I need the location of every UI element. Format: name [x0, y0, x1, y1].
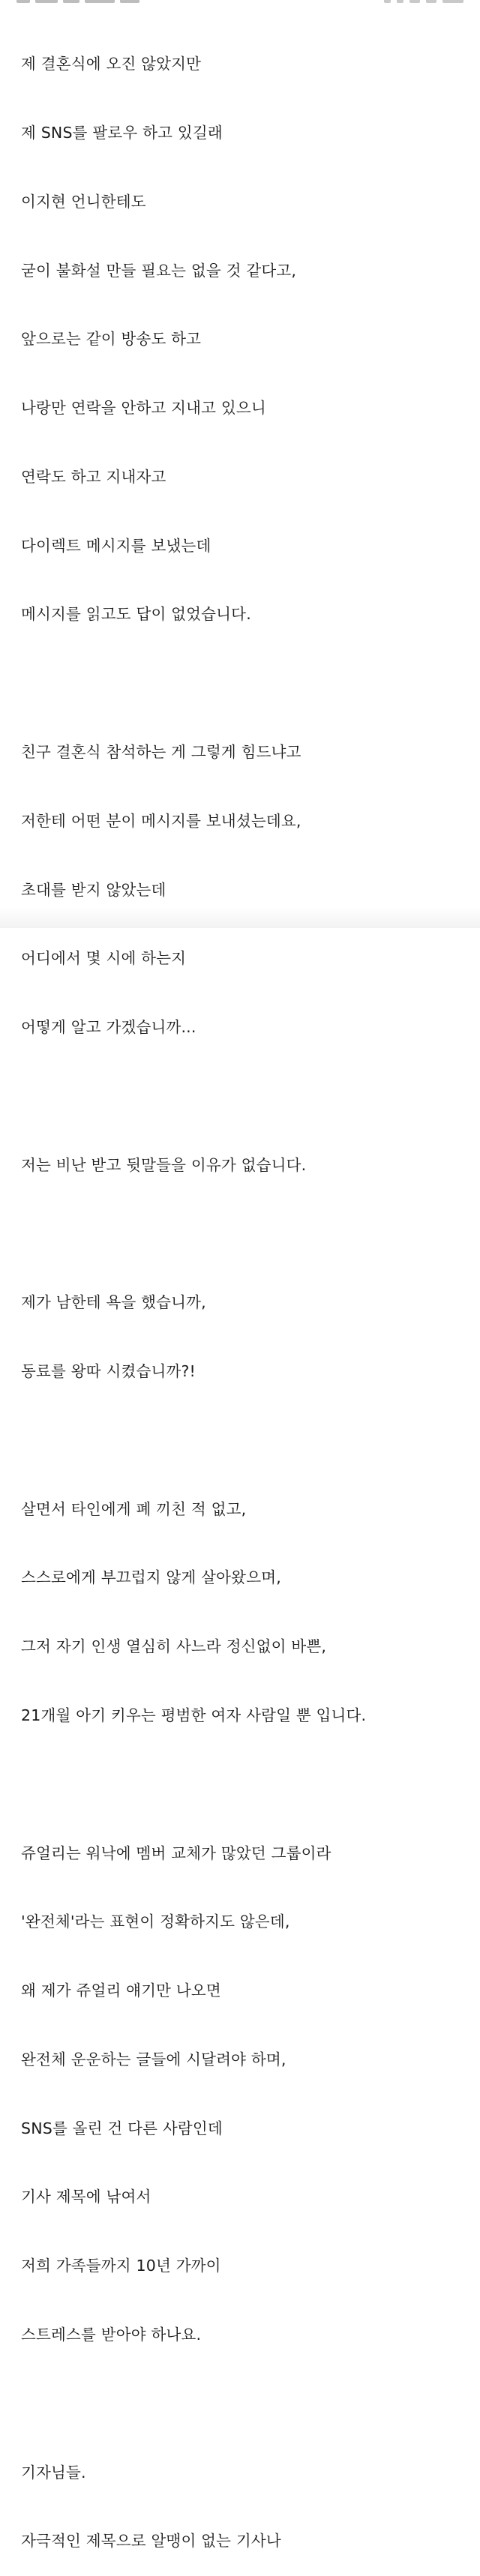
blank-line	[21, 1429, 471, 1452]
post-line: SNS를 올린 건 다른 사람인데	[21, 2119, 223, 2137]
post-line: 초대를 받지 않았는데	[21, 880, 166, 899]
post-line: 연락도 하고 지내자고	[21, 467, 166, 486]
post-line: 친구 결혼식 참석하는 게 그렇게 힘드냐고	[21, 743, 302, 761]
blank-line	[21, 2392, 471, 2416]
signal-icon	[426, 0, 436, 3]
sync-icon	[384, 0, 391, 3]
status-bar-right	[384, 0, 464, 3]
post-line: 앞으로는 같이 방송도 하고	[21, 330, 202, 349]
blank-line	[21, 1085, 471, 1108]
post-line: '완전체'라는 표현이 정확하지도 않은데,	[21, 1913, 290, 1931]
post-line: 어디에서 몇 시에 하는지	[21, 949, 187, 968]
post-line: 굳이 불화설 만들 필요는 없을 것 같다고,	[21, 261, 297, 280]
post-line: 자극적인 제목으로 알맹이 없는 기사나	[21, 2532, 281, 2551]
post-line: 다이렉트 메시지를 보냈는데	[21, 536, 212, 555]
bottom-fade	[0, 907, 480, 928]
post-line: 그저 자기 인생 열심히 사느라 정신없이 바쁜,	[21, 1637, 327, 1656]
post-line: 스트레스를 받아야 하나요.	[21, 2325, 202, 2344]
post-line: 스스로에게 부끄럽지 않게 살아왔으며,	[21, 1568, 281, 1587]
alarm-icon	[397, 0, 404, 3]
post-line: 왜 제가 쥬얼리 얘기만 나오면	[21, 1981, 221, 2000]
post-line: 쥬얼리는 워낙에 멤버 교체가 많았던 그룹이라	[21, 1844, 332, 1862]
post-line: 저희 가족들까지 10년 가까이	[21, 2257, 221, 2275]
post-line: 동료를 왕따 시켰습니까?!	[21, 1362, 196, 1381]
post-line: 저는 비난 받고 뒷말들을 이유가 없습니다.	[21, 1155, 307, 1174]
clock-icon	[442, 0, 464, 3]
blank-line	[21, 672, 471, 695]
post-line: 제 SNS를 팔로우 하고 있길래	[21, 123, 223, 142]
post-line: 기자님들.	[21, 2463, 86, 2482]
post-line: 나랑만 연락을 안하고 지내고 있으니	[21, 399, 266, 418]
status-bar-left-fragment	[16, 0, 159, 3]
post-line: 어떻게 알고 가겠습니까...	[21, 1018, 196, 1037]
post-line: 기사 제목에 낚여서	[21, 2188, 152, 2206]
wifi-icon	[410, 0, 420, 3]
post-line: 살면서 타인에게 폐 끼친 적 없고,	[21, 1499, 247, 1518]
post-line: 저한테 어떤 분이 메시지를 보내셨는데요,	[21, 811, 302, 830]
post-line: 제가 남한테 욕을 했습니까,	[21, 1293, 206, 1312]
post-line: 이지현 언니한테도	[21, 192, 146, 211]
post-body	[21, 7, 471, 2576]
blank-line	[21, 1222, 471, 1245]
post-line: 제 결혼식에 오진 않았지만	[21, 55, 202, 73]
post-line: 메시지를 읽고도 답이 없었습니다.	[21, 605, 251, 624]
blank-line	[21, 1773, 471, 1796]
post-line: 21개월 아기 키우는 평범한 여자 사람일 뿐 입니다.	[21, 1706, 367, 1724]
post-line: 완전체 운운하는 글들에 시달려야 하며,	[21, 2050, 286, 2068]
